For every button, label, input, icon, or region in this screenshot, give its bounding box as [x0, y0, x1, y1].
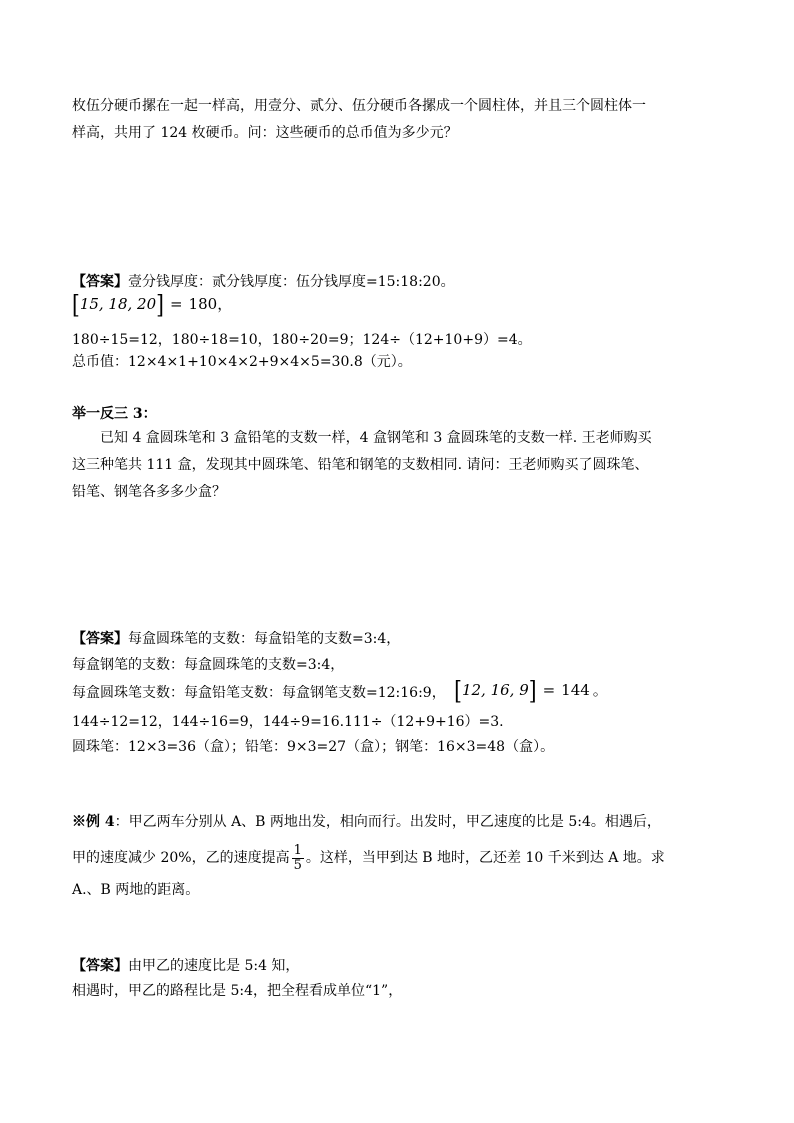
- left-bracket: [: [454, 675, 462, 705]
- problem-text: 甲的速度减少 20%，乙的速度提高: [72, 850, 290, 866]
- answer-line: 144÷12=12，144÷16=9，144÷9=16.111÷（12+9+16）=3.: [72, 714, 504, 730]
- answer-tag: 【答案】: [72, 631, 128, 647]
- answer-text: 壹分钱厚度：贰分钱厚度：伍分钱厚度=15:18:20。: [128, 274, 455, 290]
- lcm-tail: 。: [592, 681, 608, 699]
- answer-tag: 【答案】: [72, 274, 128, 290]
- answer-text: 每盒圆珠笔支数：每盒铅笔支数：每盒钢笔支数=12:16:9，: [72, 685, 446, 701]
- fraction-denominator: 5: [293, 857, 302, 873]
- answer-line: 相遇时，甲乙的路程比是 5:4，把全程看成单位“1”，: [72, 983, 403, 999]
- section-title: ※例 4: [72, 814, 115, 830]
- answer-line: 每盒钢笔的支数：每盒圆珠笔的支数=3:4，: [72, 657, 345, 673]
- lcm-result: 180: [188, 295, 218, 313]
- lcm-formula: [72, 289, 233, 320]
- lcm-expression: [ 15, 18, 20 ] = 180 ，: [72, 289, 233, 319]
- problem-text-line: 枚伍分硬币摞在一起一样高，用壹分、贰分、伍分硬币各摞成一个圆柱体，并且三个圆柱体一: [72, 98, 646, 114]
- problem-text-line: 这三种笔共 111 盒，发现其中圆珠笔、铅笔和钢笔的支数相同. 请问：王老师购买了圆珠笔、: [72, 457, 649, 473]
- left-bracket: [: [72, 289, 80, 319]
- fraction-numerator: 1: [293, 842, 302, 858]
- answer-line: [72, 272, 455, 292]
- lcm-tail: ，: [217, 295, 233, 313]
- answer-line: 圆珠笔：12×3=36（盒）；铅笔：9×3=27（盒）；钢笔：16×3=48（盒）。: [72, 739, 555, 755]
- problem-text-line: [72, 812, 661, 832]
- problem-text-line: A.、B 两地的距离。: [72, 882, 200, 898]
- problem-text: ：甲乙两车分别从 A、B 两地出发，相向而行。出发时，甲乙速度的比是 5:4。相遇后，: [114, 814, 661, 830]
- answer-tag: 【答案】: [72, 958, 128, 974]
- lcm-result: 144: [561, 681, 590, 699]
- right-bracket: ]: [156, 289, 164, 319]
- problem-text-line: 已知 4 盒圆珠笔和 3 盒铅笔的支数一样，4 盒钢笔和 3 盒圆珠笔的支数一样. 王老师购买: [100, 430, 652, 446]
- answer-line: [72, 956, 299, 976]
- problem-text-line: 铅笔、钢笔各多多少盒？: [72, 484, 226, 500]
- lcm-args: 12, 16, 9: [461, 681, 529, 699]
- lcm-expression: [ 12, 16, 9 ] = 144 。: [454, 675, 608, 705]
- answer-line: 180÷15=12，180÷18=10，180÷20=9；124÷（12+10+9）=4。: [72, 332, 532, 348]
- problem-text: 。这样，当甲到达 B 地时，乙还差 10 千米到达 A 地。求: [305, 850, 665, 866]
- problem-text-line: 样高，共用了 124 枚硬币。问：这些硬币的总币值为多少元？: [72, 125, 458, 141]
- answer-text: 每盒圆珠笔的支数：每盒铅笔的支数=3:4，: [128, 631, 401, 647]
- right-bracket: ]: [528, 675, 537, 705]
- lcm-args: 15, 18, 20: [79, 295, 157, 313]
- problem-text-line: [72, 838, 665, 878]
- answer-line: [72, 629, 400, 649]
- section-title: 举一反三 3：: [72, 406, 157, 422]
- answer-line: 总币值：12×4×1+10×4×2+9×4×5=30.8（元）。: [72, 354, 412, 370]
- fraction: [292, 844, 304, 873]
- answer-line: [72, 675, 608, 706]
- answer-text: 由甲乙的速度比是 5:4 知，: [128, 958, 300, 974]
